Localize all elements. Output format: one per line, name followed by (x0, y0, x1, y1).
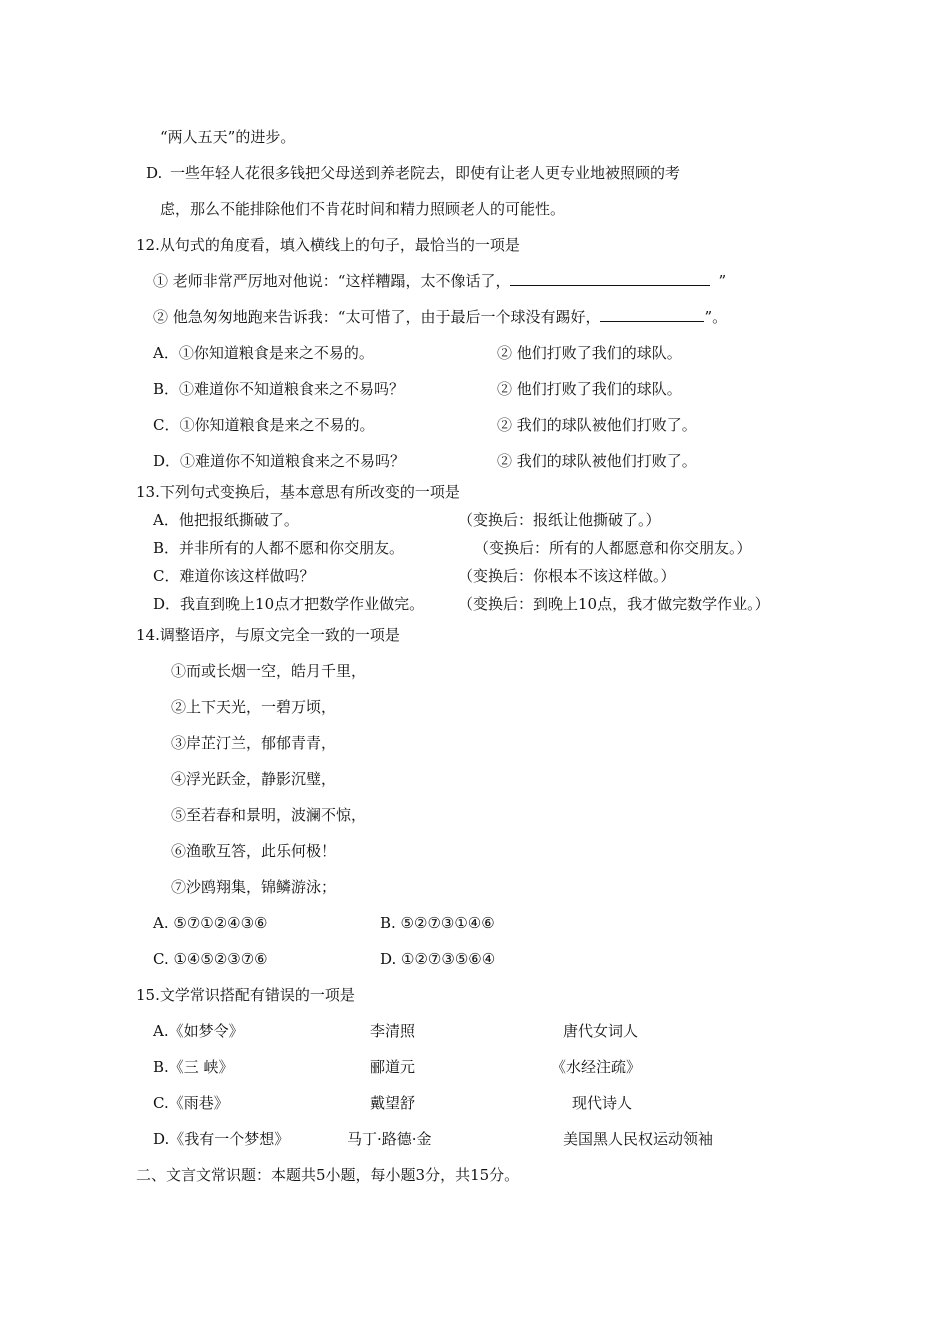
q12-sentence-2 (153, 307, 727, 327)
q14-option-c: C. ①④⑤②③⑦⑥ (153, 950, 268, 968)
q15-row-c-author: 戴望舒 (370, 1094, 416, 1112)
q14-line-1: ①而或长烟一空，皓月千里， (171, 662, 367, 680)
q14-option-d: D. ①②⑦③⑤⑥④ (380, 950, 496, 968)
q11-option-d-line1: 一些年轻人花很多钱把父母送到养老院去，即使有让老人更专业地被照顾的考 (170, 164, 681, 182)
q13-option-c-left: C．难道你该这样做吗？ (153, 567, 315, 585)
q14-line-6: ⑥渔歌互答，此乐何极！ (171, 842, 337, 860)
q14-line-2: ②上下天光，一碧万顷， (171, 698, 337, 716)
q12-option-a-left: A．①你知道粮食是来之不易的。 (153, 344, 374, 362)
q15-row-b-author: 郦道元 (370, 1058, 416, 1076)
q15-row-a-note: 唐代女词人 (563, 1022, 639, 1040)
q14-option-b: B. ⑤②⑦③①④⑥ (380, 914, 495, 932)
q13-option-c-right: （变换后：你根本不该这样做。） (458, 567, 676, 585)
q15-row-c-note: 现代诗人 (572, 1094, 633, 1112)
q13-option-a-left: A．他把报纸撕破了。 (153, 511, 299, 529)
q14-line-5: ⑤至若春和景明，波澜不惊， (171, 806, 367, 824)
q15-row-c-work: C.《雨巷》 (153, 1094, 229, 1112)
q15-stem: 15.文学常识搭配有错误的一项是 (136, 986, 355, 1004)
q12-sentence-1-text: ① 老师非常严厉地对他说：“这样糟蹋，太不像话了， (153, 272, 511, 290)
q14-line-3: ③岸芷汀兰，郁郁青青， (171, 734, 337, 752)
q15-row-d-author: 马丁·路德·金 (347, 1130, 432, 1148)
q15-row-d-note: 美国黑人民权运动领袖 (563, 1130, 714, 1148)
q15-row-b-note: 《水经注疏》 (551, 1058, 642, 1076)
q12-stem: 12.从句式的角度看，填入横线上的句子，最恰当的一项是 (136, 236, 520, 254)
q12-sentence-1 (153, 271, 726, 291)
q11-option-d-label: D. (146, 164, 163, 182)
q13-option-d-left: D．我直到晚上10点才把数学作业做完。 (153, 595, 425, 613)
q12-sentence-2-text: ② 他急匆匆地跑来告诉我：“太可惜了，由于最后一个球没有踢好， (153, 308, 601, 326)
q12-option-b-right: ② 他们打败了我们的球队。 (497, 380, 682, 398)
q14-line-4: ④浮光跃金，静影沉璧， (171, 770, 337, 788)
q15-row-b-work: B.《三 峡》 (153, 1058, 234, 1076)
q12-option-b-left: B．①难道你不知道粮食来之不易吗？ (153, 380, 405, 398)
q15-row-a-work: A.《如梦令》 (153, 1022, 244, 1040)
q12-sentence-2-end: ”。 (704, 308, 728, 326)
q12-sentence-1-end: ” (718, 272, 727, 290)
q13-option-d-right: （变换后：到晚上10点，我才做完数学作业。） (458, 595, 770, 613)
q11-option-d-line2: 虑，那么不能排除他们不肯花时间和精力照顾老人的可能性。 (160, 200, 566, 218)
q12-option-c-right: ② 我们的球队被他们打败了。 (497, 416, 697, 434)
q12-blank-1 (510, 271, 710, 286)
q12-blank-2 (600, 307, 704, 322)
q12-option-c-left: C．①你知道粮食是来之不易的。 (153, 416, 375, 434)
q12-option-d-left: D．①难道你不知道粮食来之不易吗？ (153, 452, 406, 470)
q13-option-b-right: （变换后：所有的人都愿意和你交朋友。） (474, 539, 752, 557)
section-2-heading: 二、文言文常识题：本题共5小题，每小题3分，共15分。 (136, 1166, 520, 1184)
q11-continuation-line: “两人五天”的进步。 (160, 128, 296, 146)
q13-option-b-left: B．并非所有的人都不愿和你交朋友。 (153, 539, 405, 557)
q12-option-a-right: ② 他们打败了我们的球队。 (497, 344, 682, 362)
q15-row-a-author: 李清照 (370, 1022, 416, 1040)
q14-line-7: ⑦沙鸥翔集，锦鳞游泳； (171, 878, 337, 896)
q14-stem: 14.调整语序，与原文完全一致的一项是 (136, 626, 400, 644)
q14-option-a: A. ⑤⑦①②④③⑥ (153, 914, 268, 932)
q12-option-d-right: ② 我们的球队被他们打败了。 (497, 452, 697, 470)
q13-stem: 13.下列句式变换后，基本意思有所改变的一项是 (136, 483, 460, 501)
q13-option-a-right: （变换后：报纸让他撕破了。） (458, 511, 661, 529)
q15-row-d-work: D.《我有一个梦想》 (153, 1130, 290, 1148)
